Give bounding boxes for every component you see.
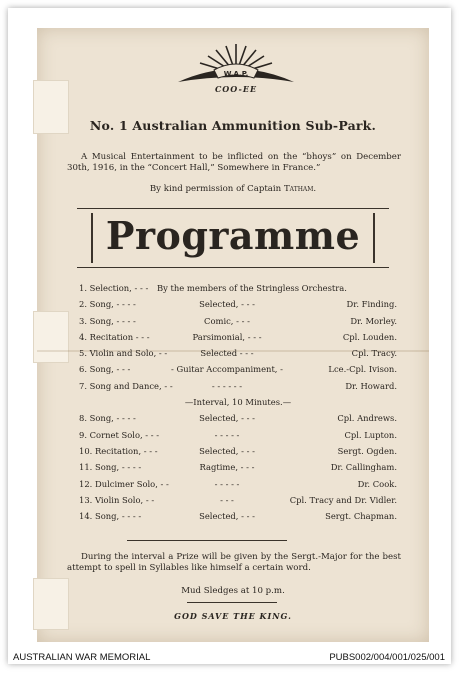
item-description: Ragtime, - - - <box>199 462 255 473</box>
logo-motto: COO-EE <box>214 84 258 94</box>
item-title: 10. Recitation, - - - <box>79 445 158 456</box>
item-description: Selected - - - <box>200 348 254 359</box>
caption-institution: AUSTRALIAN WAR MEMORIAL <box>13 652 151 663</box>
programme-item <box>79 430 397 446</box>
programme-item <box>79 462 397 478</box>
logo-banner-text: W.A.P. <box>223 70 249 78</box>
item-title: 11. Song, - - - - <box>79 462 142 473</box>
item-performer: Dr. Cook. <box>357 478 397 489</box>
programme-item <box>79 495 397 511</box>
item-description: Comic, - - - <box>204 315 250 326</box>
item-description: - - - - - - <box>211 380 243 391</box>
item-performer: Cpl. Tracy and Dr. Vidler. <box>289 494 397 505</box>
caption-reference: PUBS002/004/001/025/001 <box>329 652 445 663</box>
programme-item <box>79 446 397 462</box>
item-title: 4. Recitation - - - <box>79 331 150 342</box>
item-performer: Lce.-Cpl. Ivison. <box>328 364 397 375</box>
item-description: - - - <box>220 494 234 505</box>
programme-title: Programme <box>105 213 361 258</box>
item-description: - - - - - <box>214 478 240 489</box>
item-title: 13. Violin Solo, - - <box>79 494 155 505</box>
item-title: 5. Violin and Solo, - - <box>79 348 168 359</box>
item-performer: Cpl. Andrews. <box>337 413 397 424</box>
item-description: By the members of the Stringless Orchestra. <box>157 283 347 293</box>
item-title: 1. Selection, - - - <box>79 283 149 293</box>
item-performer: Cpl. Tracy. <box>351 348 397 359</box>
item-description: Parsimonial, - - - <box>192 331 262 342</box>
programme-item <box>79 413 397 429</box>
item-title: 2. Song, - - - - <box>79 299 136 310</box>
closing-line: GOD SAVE THE KING. <box>174 611 292 621</box>
programme-item <box>79 511 397 527</box>
interval-line: —Interval, 10 Minutes.— <box>184 397 292 408</box>
item-description: Selected, - - - <box>199 511 255 522</box>
programme-item <box>79 332 397 348</box>
unit-title: No. 1 Australian Ammunition Sub-Park. <box>89 118 377 133</box>
item-description: - Guitar Accompaniment, - <box>171 364 283 375</box>
item-title: 7. Song and Dance, - - <box>79 380 173 391</box>
tape-tab-middle <box>33 311 69 363</box>
item-performer: Dr. Morley. <box>350 315 397 326</box>
divider-rule <box>127 540 287 541</box>
programme-sheet <box>37 28 429 642</box>
item-performer: Dr. Callingham. <box>330 462 397 473</box>
item-title: 14. Song, - - - - <box>79 511 142 522</box>
item-title: 12. Dulcimer Solo, - - <box>79 478 169 489</box>
item-description: Selected, - - - <box>199 299 255 310</box>
programme-title-box <box>77 208 389 268</box>
items-after-interval <box>79 413 397 527</box>
item-performer: Sergt. Ogden. <box>337 445 397 456</box>
rising-sun-badge-logo <box>170 36 302 98</box>
items-before-interval <box>79 283 397 397</box>
programme-item <box>79 479 397 495</box>
permission-line <box>37 184 429 194</box>
item-performer: Dr. Howard. <box>345 380 397 391</box>
intro-paragraph: A Musical Entertainment to be inflicted on the “bhoys” on December 30th, 1916, in the “Concert Hall,” Somewhere in France.” <box>67 152 401 173</box>
mud-sledges-line: Mud Sledges at 10 p.m. <box>181 586 285 596</box>
item-performer: Dr. Finding. <box>346 299 397 310</box>
programme-item <box>79 316 397 332</box>
item-title: 6. Song, - - - <box>79 364 131 375</box>
item-title: 3. Song, - - - - <box>79 315 136 326</box>
permission-name: Tatham. <box>283 184 317 194</box>
item-description: Selected, - - - <box>199 413 255 424</box>
item-performer: Sergt. Chapman. <box>325 511 397 522</box>
item-performer: Cpl. Louden. <box>342 331 397 342</box>
item-description: - - - - - <box>214 429 240 440</box>
prize-note: During the interval a Prize will be given by the Sergt.-Major for the best attempt to spell in Syllables like himself a certain word. <box>67 552 401 573</box>
programme-item <box>79 299 397 315</box>
programme-items <box>79 283 397 527</box>
programme-item <box>79 348 397 364</box>
programme-item <box>79 283 397 299</box>
item-title: 8. Song, - - - - <box>79 413 136 424</box>
divider-rule-short <box>187 602 277 603</box>
document-frame <box>8 8 451 664</box>
programme-item <box>79 381 397 397</box>
item-performer: Cpl. Lupton. <box>344 429 397 440</box>
item-title: 9. Cornet Solo, - - - <box>79 429 160 440</box>
permission-prefix: By kind permission of Captain <box>149 184 284 194</box>
item-description: Selected, - - - <box>199 445 255 456</box>
programme-item <box>79 364 397 380</box>
